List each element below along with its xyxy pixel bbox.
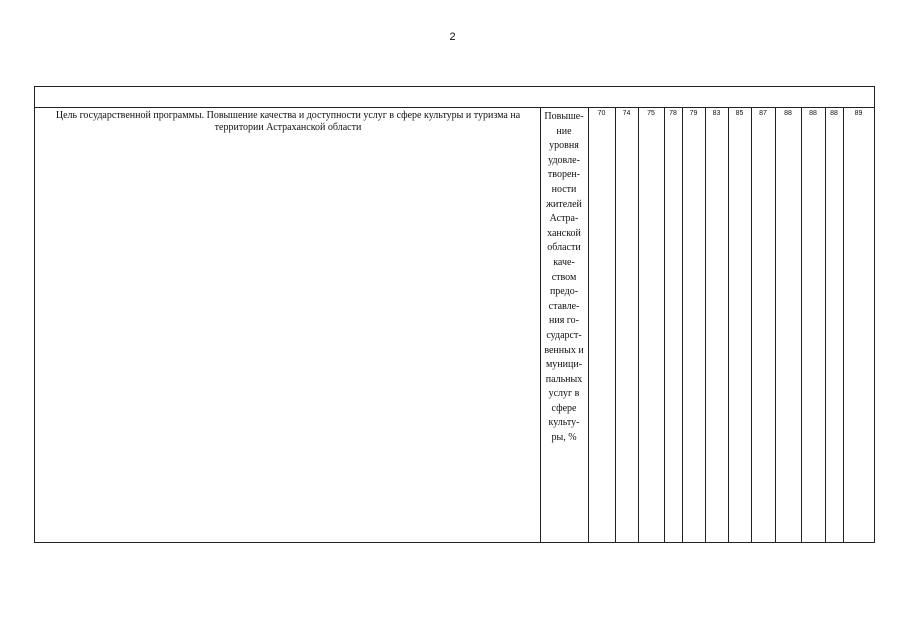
column-divider (682, 108, 683, 542)
indicator-line: ности (551, 183, 577, 195)
value-cell: 79 (689, 110, 698, 117)
value-cell: 83 (712, 110, 721, 117)
indicator-line: венных и (544, 344, 584, 356)
column-divider (705, 108, 706, 542)
value-cell: 88 (809, 110, 817, 117)
column-divider (638, 108, 639, 542)
indicator-line: услуг в (548, 388, 580, 400)
indicator-cell (539, 110, 589, 446)
column-divider (664, 108, 665, 542)
column-divider (615, 108, 616, 542)
value-cell: 85 (735, 110, 744, 117)
column-divider (825, 108, 826, 542)
value-cell: 78 (669, 110, 677, 117)
indicator-line: ние (556, 125, 572, 137)
table-header-row (35, 87, 874, 108)
indicator-line: культу- (548, 417, 580, 429)
indicator-line: области (547, 242, 581, 254)
value-cell: 88 (830, 110, 838, 117)
value-cell: 74 (622, 110, 631, 117)
value-cell: 75 (647, 110, 655, 117)
indicator-line: ры, % (551, 432, 577, 444)
indicator-line: предо- (549, 286, 579, 298)
indicator-line: удовле- (548, 154, 580, 166)
indicator-line: пальных (545, 373, 583, 385)
value-cell: 88 (784, 110, 792, 117)
column-divider (728, 108, 729, 542)
indicator-line: сфере (551, 402, 577, 414)
column-divider (751, 108, 752, 542)
indicator-line: жителей (546, 198, 582, 210)
indicator-line: ставле- (548, 300, 580, 312)
value-cell: 89 (854, 110, 863, 117)
indicator-line: каче- (553, 256, 575, 268)
value-cell: 70 (597, 110, 606, 117)
indicator-line: муници- (545, 359, 583, 371)
indicator-line: ния го- (549, 315, 579, 327)
column-divider (775, 108, 776, 542)
value-cell: 87 (759, 110, 767, 117)
column-divider (801, 108, 802, 542)
indicator-line: ством (551, 271, 577, 283)
indicator-line: уровня (549, 140, 579, 152)
indicator-line: Астра- (549, 213, 579, 225)
goal-cell: Цель государственной программы. Повышение качества и доступности услуг в сфере культуры и туризма на территории Астраханской области (55, 110, 521, 133)
indicator-line: творен- (547, 169, 581, 181)
indicator-line: Повыше- (544, 111, 584, 122)
indicator-line: сударст- (546, 329, 582, 341)
indicator-table (34, 86, 875, 543)
indicator-line: ханской (547, 227, 581, 239)
page-number: 2 (449, 31, 456, 43)
column-divider (843, 108, 844, 542)
